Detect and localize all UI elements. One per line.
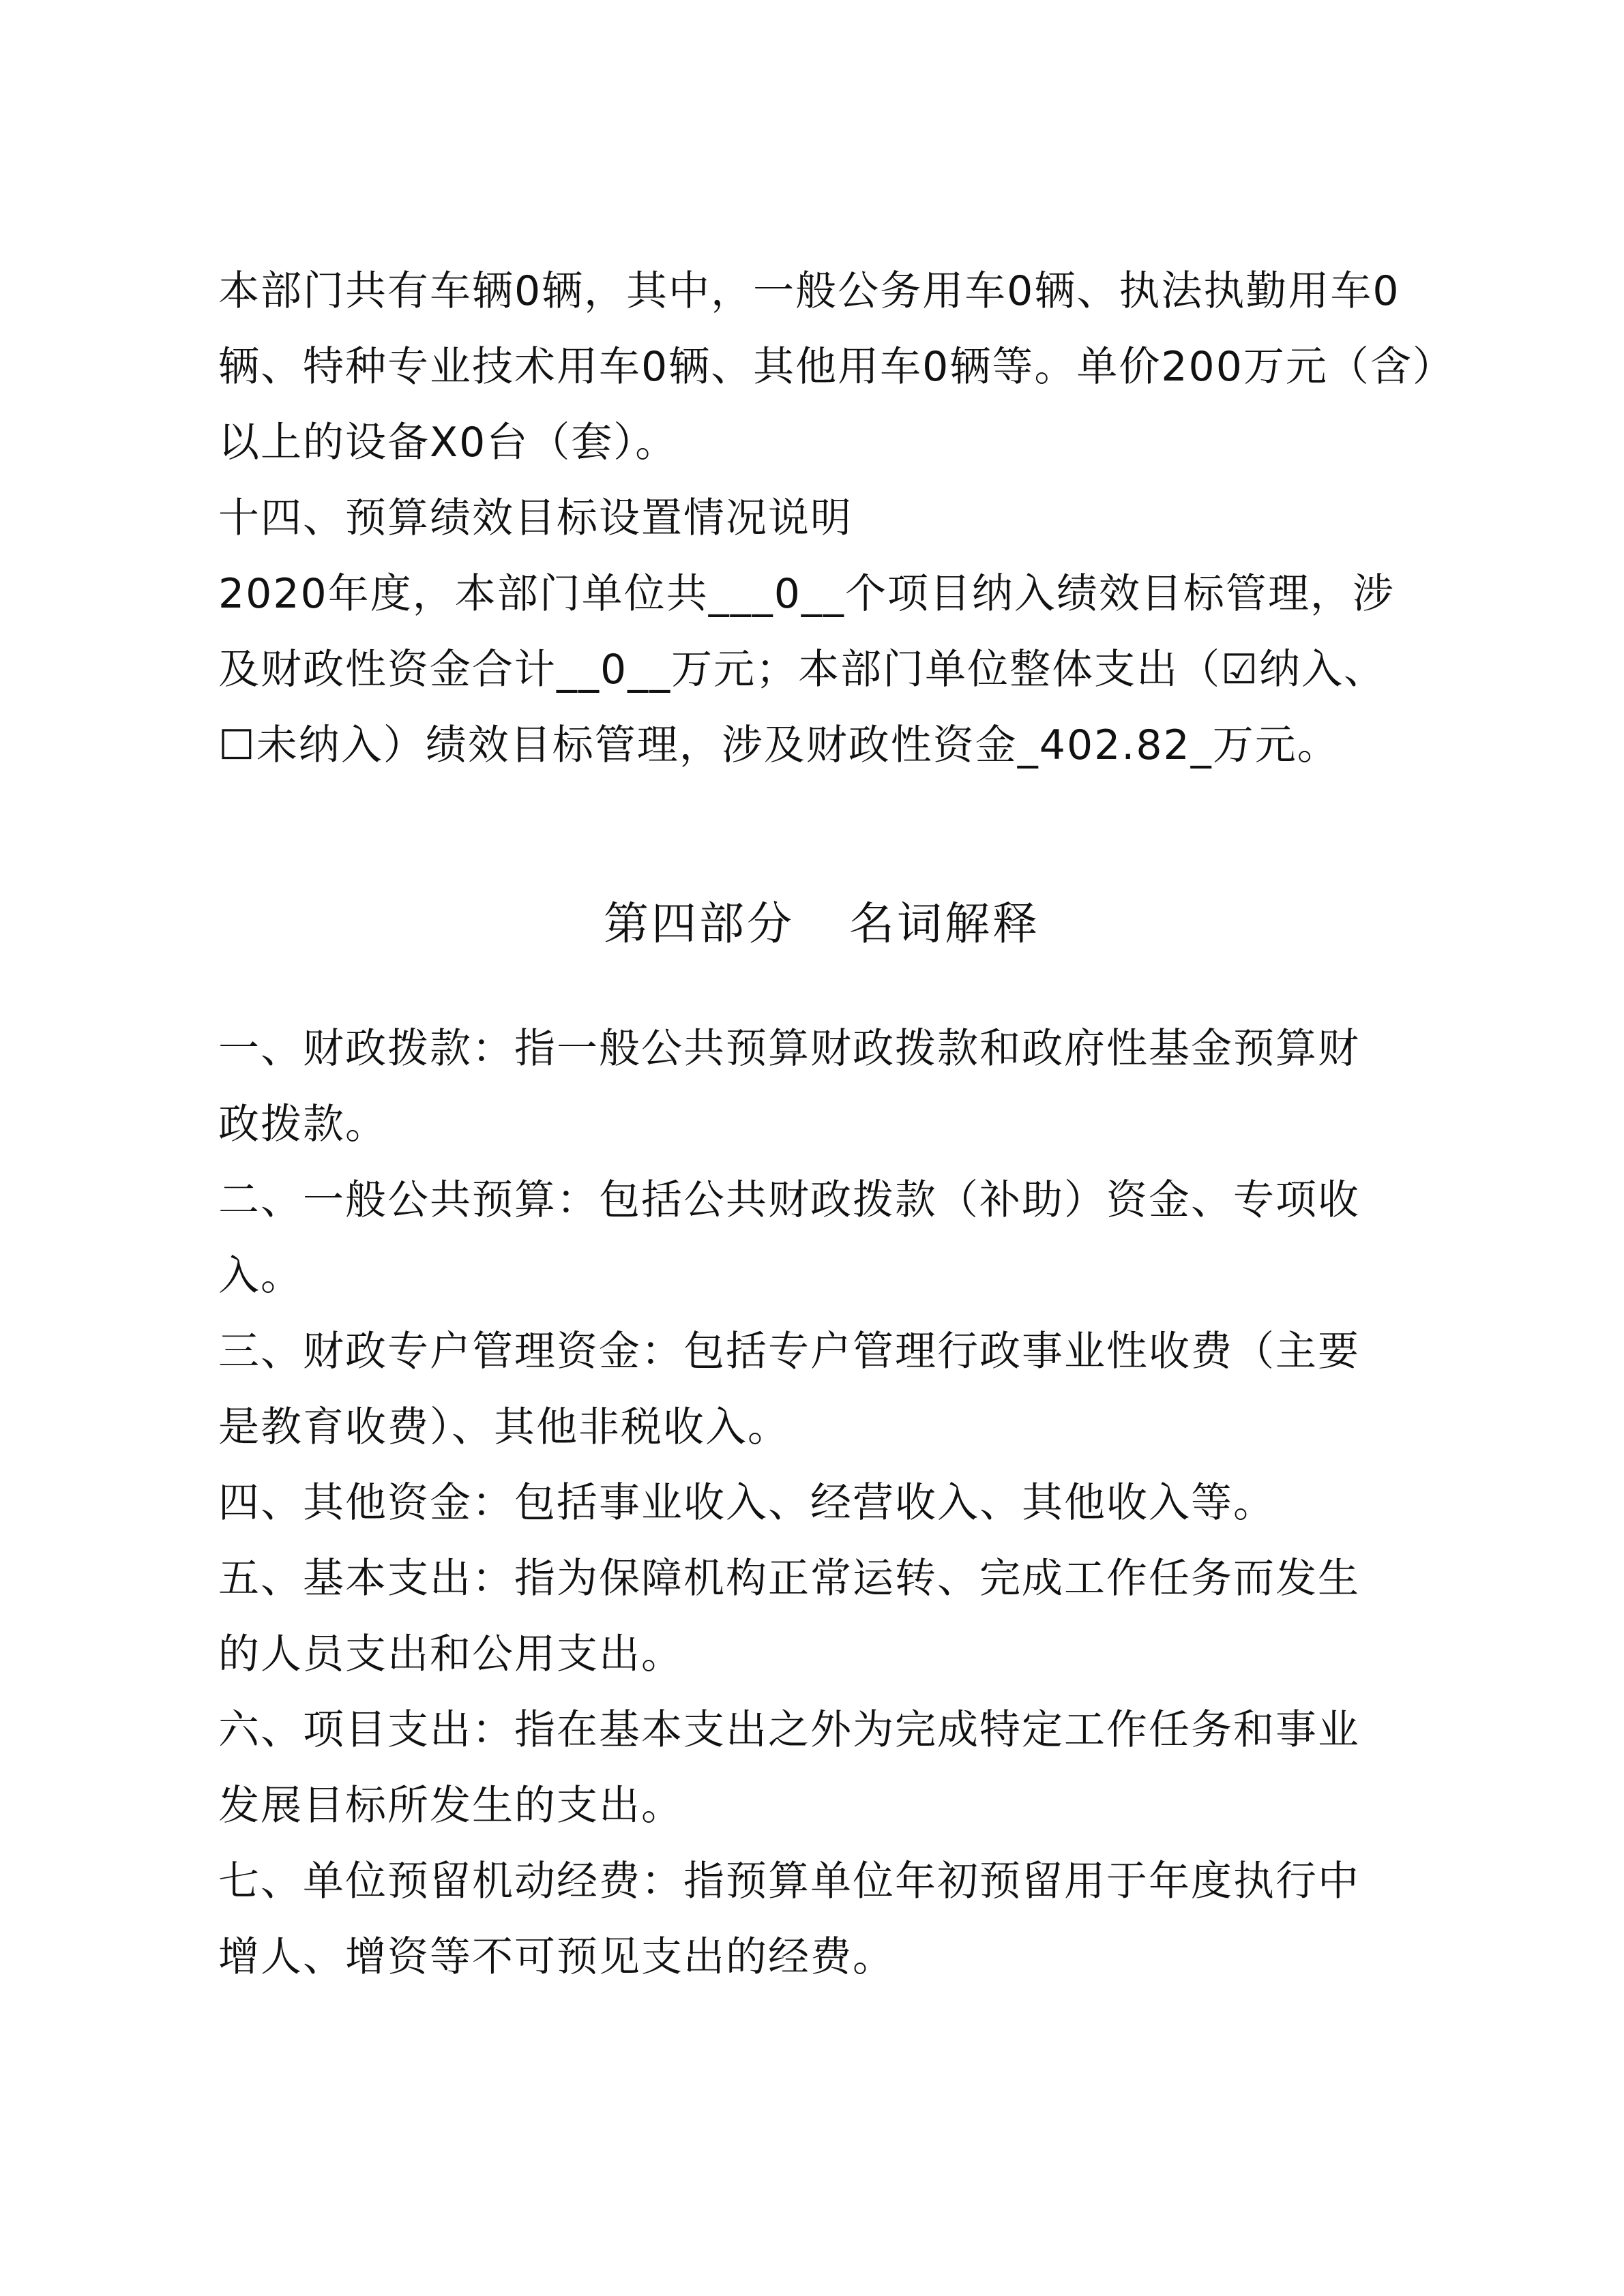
glossary-line: 的人员支出和公用支出。 — [218, 1630, 683, 1678]
glossary-block — [218, 1011, 1426, 1995]
glossary-line: 增人、增资等不可预见支出的经费。 — [218, 1933, 895, 1981]
text-line: 2020年度，本部门单位共___0__个项目纳入绩效目标管理，涉 — [218, 570, 1395, 618]
subsection-heading: 十四、预算绩效目标设置情况说明 — [218, 494, 853, 542]
glossary-line: 政拨款。 — [218, 1101, 387, 1148]
text-line: 本部门共有车辆0辆，其中，一般公务用车0辆、执法执勤用车0 — [218, 267, 1400, 315]
text-line: 以上的设备X0台（套）。 — [218, 419, 678, 466]
document-page — [218, 254, 1455, 1995]
glossary-line: 一、财政拨款：指一般公共预算财政拨款和政府性基金预算财 — [218, 1025, 1360, 1073]
section-title — [218, 897, 1426, 951]
glossary-line: 四、其他资金：包括事业收入、经营收入、其他收入等。 — [218, 1479, 1275, 1527]
vehicles-and-performance-block — [218, 254, 1455, 784]
glossary-line: 五、基本支出：指为保障机构正常运转、完成工作任务而发生 — [218, 1555, 1360, 1602]
text-line: ☐未纳入）绩效目标管理，涉及财政性资金_402.82_万元。 — [218, 721, 1340, 769]
text-line: 及财政性资金合计__0__万元；本部门单位整体支出（☑纳入、 — [218, 646, 1386, 694]
glossary-line: 三、财政专户管理资金：包括专户管理行政事业性收费（主要 — [218, 1328, 1360, 1375]
section-title-part2: 名词解释 — [849, 897, 1040, 950]
section-title-part1: 第四部分 — [604, 897, 795, 950]
glossary-line: 发展目标所发生的支出。 — [218, 1782, 683, 1830]
glossary-line: 入。 — [218, 1252, 303, 1300]
glossary-line: 六、项目支出：指在基本支出之外为完成特定工作任务和事业 — [218, 1706, 1360, 1754]
glossary-line: 二、一般公共预算：包括公共财政拨款（补助）资金、专项收 — [218, 1176, 1360, 1224]
glossary-line: 七、单位预留机动经费：指预算单位年初预留用于年度执行中 — [218, 1858, 1360, 1905]
glossary-line: 是教育收费）、其他非税收入。 — [218, 1403, 790, 1451]
text-line: 辆、特种专业技术用车0辆、其他用车0辆等。单价200万元（含） — [218, 343, 1455, 391]
